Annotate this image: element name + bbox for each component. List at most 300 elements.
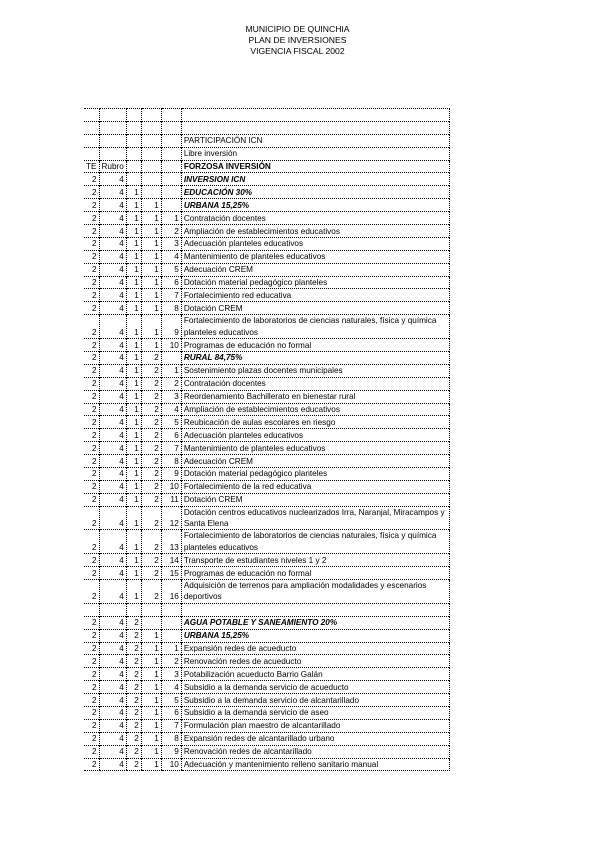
- te-cell: 2: [84, 758, 99, 771]
- table-row: [84, 377, 449, 390]
- item-cell: 1: [161, 642, 181, 655]
- code-cell: 1: [126, 289, 141, 302]
- rubro-cell: 4: [99, 212, 126, 225]
- table-row: [84, 237, 449, 250]
- rubro-cell: 4: [99, 339, 126, 352]
- item-cell: 9: [161, 745, 181, 758]
- rubro-cell: 4: [99, 530, 126, 554]
- subcode-cell: 1: [141, 263, 161, 276]
- subcode-cell: 2: [141, 493, 161, 506]
- subcode-cell: [141, 616, 161, 629]
- code-cell: 1: [126, 530, 141, 554]
- te-cell: 2: [84, 567, 99, 580]
- table-row: [84, 603, 449, 616]
- description-cell: Contratación docentes: [181, 212, 449, 225]
- subcode-cell: 1: [141, 289, 161, 302]
- subcode-cell: 2: [141, 390, 161, 403]
- subcode-cell: 1: [141, 745, 161, 758]
- rubro-cell: 4: [99, 616, 126, 629]
- investment-table: [84, 108, 450, 771]
- item-cell: 6: [161, 429, 181, 442]
- subcode-cell: 1: [141, 339, 161, 352]
- code-cell: [126, 603, 141, 616]
- rubro-cell: 4: [99, 403, 126, 416]
- code-cell: 1: [126, 554, 141, 567]
- table-row: [84, 732, 449, 745]
- te-cell: 2: [84, 655, 99, 668]
- table-row: [84, 629, 449, 642]
- item-cell: 6: [161, 706, 181, 719]
- te-cell: 2: [84, 719, 99, 732]
- table-row: [84, 364, 449, 377]
- subcode-cell: 2: [141, 506, 161, 530]
- description-cell: Contratación docentes: [181, 377, 449, 390]
- col-rubro-header: Rubro: [99, 160, 126, 173]
- table-row: [84, 289, 449, 302]
- rubro-cell: 4: [99, 390, 126, 403]
- libre-inversion-label: Libre inversión: [181, 147, 449, 160]
- te-cell: 2: [84, 237, 99, 250]
- description-cell: Fortalecimiento de laboratorios de ciencias naturales, física y química planteles educativos: [181, 315, 449, 339]
- code-cell: 1: [126, 455, 141, 468]
- te-cell: 2: [84, 455, 99, 468]
- item-cell: 8: [161, 732, 181, 745]
- code-cell: 1: [126, 580, 141, 604]
- rubro-cell: 4: [99, 480, 126, 493]
- item-cell: 3: [161, 390, 181, 403]
- description-cell: Formulación plan maestro de alcantarillado: [181, 719, 449, 732]
- code-cell: 1: [126, 263, 141, 276]
- description-cell: Mantenimiento de planteles educativos: [181, 250, 449, 263]
- rubro-cell: 4: [99, 442, 126, 455]
- rubro-cell: 4: [99, 758, 126, 771]
- table-row: [84, 403, 449, 416]
- code-cell: 1: [126, 493, 141, 506]
- fiscal-year-title: VIGENCIA FISCAL 2002: [250, 46, 345, 56]
- subcode-cell: 2: [141, 580, 161, 604]
- code-cell: 1: [126, 364, 141, 377]
- rubro-cell: 4: [99, 681, 126, 694]
- item-cell: 15: [161, 567, 181, 580]
- code-cell: 2: [126, 758, 141, 771]
- rubro-cell: 4: [99, 263, 126, 276]
- rubro-cell: 4: [99, 506, 126, 530]
- code-cell: [126, 173, 141, 186]
- subcode-cell: [141, 173, 161, 186]
- subcode-cell: 1: [141, 315, 161, 339]
- item-cell: [161, 351, 181, 364]
- rubro-cell: 4: [99, 745, 126, 758]
- table-row: [84, 186, 449, 199]
- description-cell: Renovación redes de acueducto: [181, 655, 449, 668]
- item-cell: 4: [161, 403, 181, 416]
- description-cell: INVERSION ICN: [181, 173, 449, 186]
- description-cell: Adecuación planteles educativos: [181, 429, 449, 442]
- description-cell: Reordenamiento Bachillerato en bienestar rural: [181, 390, 449, 403]
- item-cell: 5: [161, 416, 181, 429]
- te-cell: 2: [84, 276, 99, 289]
- subcode-cell: 2: [141, 442, 161, 455]
- subcode-cell: 2: [141, 364, 161, 377]
- rubro-cell: 4: [99, 250, 126, 263]
- te-cell: 2: [84, 629, 99, 642]
- table-row: [84, 416, 449, 429]
- rubro-cell: 4: [99, 629, 126, 642]
- forzosa-inversion-header: FORZOSA INVERSIÓN: [181, 160, 449, 173]
- subcode-cell: 1: [141, 719, 161, 732]
- description-cell: Ampliación de establecimientos educativos: [181, 225, 449, 238]
- item-cell: [161, 173, 181, 186]
- table-row: [84, 302, 449, 315]
- code-cell: 1: [126, 237, 141, 250]
- rubro-cell: 4: [99, 276, 126, 289]
- table-row: [84, 616, 449, 629]
- code-cell: 2: [126, 719, 141, 732]
- item-cell: 11: [161, 493, 181, 506]
- plan-title: PLAN DE INVERSIONES: [248, 35, 347, 45]
- te-cell: 2: [84, 668, 99, 681]
- description-cell: Programas de educación no formal: [181, 567, 449, 580]
- rubro-cell: 4: [99, 173, 126, 186]
- description-cell: Expansión redes de acueducto: [181, 642, 449, 655]
- code-cell: 1: [126, 377, 141, 390]
- code-cell: 2: [126, 732, 141, 745]
- table-row: [84, 506, 449, 530]
- code-cell: 1: [126, 302, 141, 315]
- subcode-cell: 2: [141, 480, 161, 493]
- municipality-title: MUNICIPIO DE QUINCHIA: [245, 24, 350, 34]
- code-cell: 1: [126, 212, 141, 225]
- te-cell: 2: [84, 429, 99, 442]
- code-cell: 1: [126, 442, 141, 455]
- te-cell: 2: [84, 493, 99, 506]
- te-cell: 2: [84, 442, 99, 455]
- rubro-cell: 4: [99, 302, 126, 315]
- code-cell: 2: [126, 655, 141, 668]
- description-cell: URBANA 15,25%: [181, 199, 449, 212]
- rubro-cell: 4: [99, 364, 126, 377]
- subcode-cell: 1: [141, 237, 161, 250]
- table-row: [84, 147, 449, 160]
- description-cell: Subsidio a la demanda servicio de aseo: [181, 706, 449, 719]
- rubro-cell: 4: [99, 429, 126, 442]
- rubro-cell: 4: [99, 186, 126, 199]
- te-cell: 2: [84, 186, 99, 199]
- subcode-cell: 1: [141, 225, 161, 238]
- rubro-cell: 4: [99, 377, 126, 390]
- te-cell: [84, 603, 99, 616]
- subcode-cell: 1: [141, 302, 161, 315]
- subcode-cell: 2: [141, 467, 161, 480]
- rubro-cell: 4: [99, 455, 126, 468]
- item-cell: 5: [161, 263, 181, 276]
- item-cell: 7: [161, 289, 181, 302]
- subcode-cell: 2: [141, 416, 161, 429]
- te-cell: 2: [84, 302, 99, 315]
- item-cell: 10: [161, 339, 181, 352]
- table-row: [84, 467, 449, 480]
- code-cell: 1: [126, 390, 141, 403]
- description-cell: Adecuación CREM: [181, 455, 449, 468]
- table-row: [84, 315, 449, 339]
- subcode-cell: 1: [141, 629, 161, 642]
- description-cell: [181, 603, 449, 616]
- table-row: [84, 706, 449, 719]
- te-cell: 2: [84, 225, 99, 238]
- te-cell: 2: [84, 554, 99, 567]
- item-cell: 1: [161, 212, 181, 225]
- subcode-cell: 1: [141, 758, 161, 771]
- item-cell: [161, 629, 181, 642]
- item-cell: 12: [161, 506, 181, 530]
- subcode-cell: 1: [141, 681, 161, 694]
- table-row: [84, 668, 449, 681]
- rubro-cell: 4: [99, 655, 126, 668]
- description-cell: Adquisición de terrenos para ampliación modalidades y escenarios deportivos: [181, 580, 449, 604]
- rubro-cell: 4: [99, 225, 126, 238]
- participacion-label: PARTICIPACIÓN ICN: [181, 134, 449, 147]
- te-cell: 2: [84, 173, 99, 186]
- te-cell: 2: [84, 416, 99, 429]
- description-cell: Ampliación de establecimientos educativos: [181, 403, 449, 416]
- code-cell: 1: [126, 315, 141, 339]
- table-row: [84, 429, 449, 442]
- rubro-cell: 4: [99, 493, 126, 506]
- rubro-cell: 4: [99, 289, 126, 302]
- subcode-cell: 1: [141, 199, 161, 212]
- rubro-cell: 4: [99, 642, 126, 655]
- code-cell: 1: [126, 276, 141, 289]
- description-cell: Reubicación de aulas escolares en riesgo: [181, 416, 449, 429]
- rubro-cell: 4: [99, 554, 126, 567]
- table-row: [84, 655, 449, 668]
- table-row: [84, 554, 449, 567]
- subcode-cell: 2: [141, 455, 161, 468]
- table-row: [84, 530, 449, 554]
- description-cell: Programas de educación no formal: [181, 339, 449, 352]
- code-cell: 1: [126, 567, 141, 580]
- te-cell: 2: [84, 745, 99, 758]
- item-cell: 13: [161, 530, 181, 554]
- subcode-cell: 2: [141, 567, 161, 580]
- te-cell: 2: [84, 616, 99, 629]
- item-cell: [161, 603, 181, 616]
- rubro-cell: 4: [99, 719, 126, 732]
- item-cell: 8: [161, 302, 181, 315]
- code-cell: 1: [126, 480, 141, 493]
- item-cell: 3: [161, 668, 181, 681]
- rubro-cell: 4: [99, 706, 126, 719]
- te-cell: 2: [84, 694, 99, 707]
- document-header: [0, 24, 595, 57]
- subcode-cell: 1: [141, 732, 161, 745]
- subcode-cell: 2: [141, 377, 161, 390]
- subcode-cell: 2: [141, 530, 161, 554]
- item-cell: 8: [161, 455, 181, 468]
- table-row: [84, 480, 449, 493]
- subcode-cell: 2: [141, 554, 161, 567]
- subcode-cell: 1: [141, 694, 161, 707]
- code-cell: 1: [126, 416, 141, 429]
- table-row: [84, 580, 449, 604]
- description-cell: Fortalecimiento de la red educativa: [181, 480, 449, 493]
- table-row: [84, 719, 449, 732]
- table-row: [84, 173, 449, 186]
- col-te-header: TE: [84, 160, 99, 173]
- te-cell: 2: [84, 580, 99, 604]
- item-cell: 14: [161, 554, 181, 567]
- te-cell: 2: [84, 390, 99, 403]
- item-cell: 7: [161, 442, 181, 455]
- table-row: [84, 212, 449, 225]
- te-cell: 2: [84, 289, 99, 302]
- te-cell: 2: [84, 732, 99, 745]
- te-cell: 2: [84, 351, 99, 364]
- description-cell: Renovación redes de alcantarillado: [181, 745, 449, 758]
- code-cell: 2: [126, 616, 141, 629]
- code-cell: 1: [126, 250, 141, 263]
- table-row: [84, 250, 449, 263]
- item-cell: 6: [161, 276, 181, 289]
- table-header-row: [84, 160, 449, 173]
- description-cell: Dotación material pedagógico planteles: [181, 467, 449, 480]
- code-cell: 1: [126, 199, 141, 212]
- item-cell: 3: [161, 237, 181, 250]
- te-cell: 2: [84, 377, 99, 390]
- subcode-cell: 1: [141, 668, 161, 681]
- subcode-cell: [141, 186, 161, 199]
- item-cell: 16: [161, 580, 181, 604]
- description-cell: Adecuación CREM: [181, 263, 449, 276]
- description-cell: Fortalecimiento de laboratorios de ciencias naturales, física y química planteles educativos: [181, 530, 449, 554]
- table-row: [84, 567, 449, 580]
- item-cell: 4: [161, 681, 181, 694]
- table-row: [84, 225, 449, 238]
- table-row: [84, 199, 449, 212]
- item-cell: [161, 616, 181, 629]
- code-cell: 1: [126, 429, 141, 442]
- te-cell: 2: [84, 403, 99, 416]
- subcode-cell: 2: [141, 429, 161, 442]
- te-cell: 2: [84, 339, 99, 352]
- te-cell: 2: [84, 315, 99, 339]
- description-cell: URBANA 15,25%: [181, 629, 449, 642]
- subcode-cell: [141, 603, 161, 616]
- description-cell: Dotación CREM: [181, 302, 449, 315]
- description-cell: Subsidio a la demanda servicio de acueducto: [181, 681, 449, 694]
- item-cell: 9: [161, 467, 181, 480]
- item-cell: 1: [161, 364, 181, 377]
- table-row: [84, 121, 449, 134]
- description-cell: Sostenimiento plazas docentes municipales: [181, 364, 449, 377]
- rubro-cell: 4: [99, 237, 126, 250]
- description-cell: Subsidio a la demanda servicio de alcantarillado: [181, 694, 449, 707]
- table-row: [84, 339, 449, 352]
- item-cell: 2: [161, 225, 181, 238]
- code-cell: 1: [126, 186, 141, 199]
- table-row: [84, 493, 449, 506]
- rubro-cell: 4: [99, 580, 126, 604]
- description-cell: EDUCACIÓN 30%: [181, 186, 449, 199]
- description-cell: Dotación centros educativos nuclearizados Irra, Naranjal, Miracampos y Santa Elena: [181, 506, 449, 530]
- code-cell: 1: [126, 467, 141, 480]
- table-row: [84, 276, 449, 289]
- table-row: [84, 745, 449, 758]
- description-cell: AGUA POTABLE Y SANEAMIENTO 20%: [181, 616, 449, 629]
- table-row: [84, 694, 449, 707]
- table-row: [84, 642, 449, 655]
- te-cell: 2: [84, 530, 99, 554]
- te-cell: 2: [84, 250, 99, 263]
- table-row: [84, 442, 449, 455]
- description-cell: Adecuación y mantenimiento relleno sanitario manual: [181, 758, 449, 771]
- rubro-cell: 4: [99, 199, 126, 212]
- te-cell: 2: [84, 681, 99, 694]
- code-cell: 2: [126, 745, 141, 758]
- table-row: [84, 758, 449, 771]
- code-cell: 2: [126, 694, 141, 707]
- code-cell: 1: [126, 403, 141, 416]
- code-cell: 2: [126, 629, 141, 642]
- te-cell: 2: [84, 467, 99, 480]
- subcode-cell: 2: [141, 403, 161, 416]
- rubro-cell: 4: [99, 467, 126, 480]
- te-cell: 2: [84, 642, 99, 655]
- te-cell: 2: [84, 480, 99, 493]
- te-cell: 2: [84, 364, 99, 377]
- item-cell: 2: [161, 655, 181, 668]
- te-cell: 2: [84, 212, 99, 225]
- subcode-cell: 1: [141, 655, 161, 668]
- code-cell: 2: [126, 642, 141, 655]
- item-cell: [161, 186, 181, 199]
- code-cell: 1: [126, 351, 141, 364]
- te-cell: 2: [84, 706, 99, 719]
- rubro-cell: 4: [99, 732, 126, 745]
- item-cell: 2: [161, 377, 181, 390]
- item-cell: [161, 199, 181, 212]
- description-cell: Dotación material pedagógico planteles: [181, 276, 449, 289]
- table-row: [84, 109, 449, 122]
- description-cell: RURAL 84,75%: [181, 351, 449, 364]
- description-cell: Potabilización acueducto Barrio Galán: [181, 668, 449, 681]
- table-row: [84, 351, 449, 364]
- subcode-cell: 2: [141, 351, 161, 364]
- description-cell: Expansión redes de alcantarillado urbano: [181, 732, 449, 745]
- table-row: [84, 134, 449, 147]
- item-cell: 10: [161, 480, 181, 493]
- code-cell: 2: [126, 681, 141, 694]
- te-cell: 2: [84, 263, 99, 276]
- rubro-cell: 4: [99, 315, 126, 339]
- rubro-cell: 4: [99, 694, 126, 707]
- te-cell: 2: [84, 199, 99, 212]
- te-cell: 2: [84, 506, 99, 530]
- subcode-cell: 1: [141, 250, 161, 263]
- description-cell: Dotación CREM: [181, 493, 449, 506]
- rubro-cell: [99, 603, 126, 616]
- code-cell: 1: [126, 339, 141, 352]
- table-row: [84, 390, 449, 403]
- rubro-cell: 4: [99, 351, 126, 364]
- subcode-cell: 1: [141, 642, 161, 655]
- subcode-cell: 1: [141, 706, 161, 719]
- description-cell: Transporte de estudiantes niveles 1 y 2: [181, 554, 449, 567]
- table-row: [84, 455, 449, 468]
- rubro-cell: 4: [99, 567, 126, 580]
- code-cell: 2: [126, 706, 141, 719]
- table-row: [84, 681, 449, 694]
